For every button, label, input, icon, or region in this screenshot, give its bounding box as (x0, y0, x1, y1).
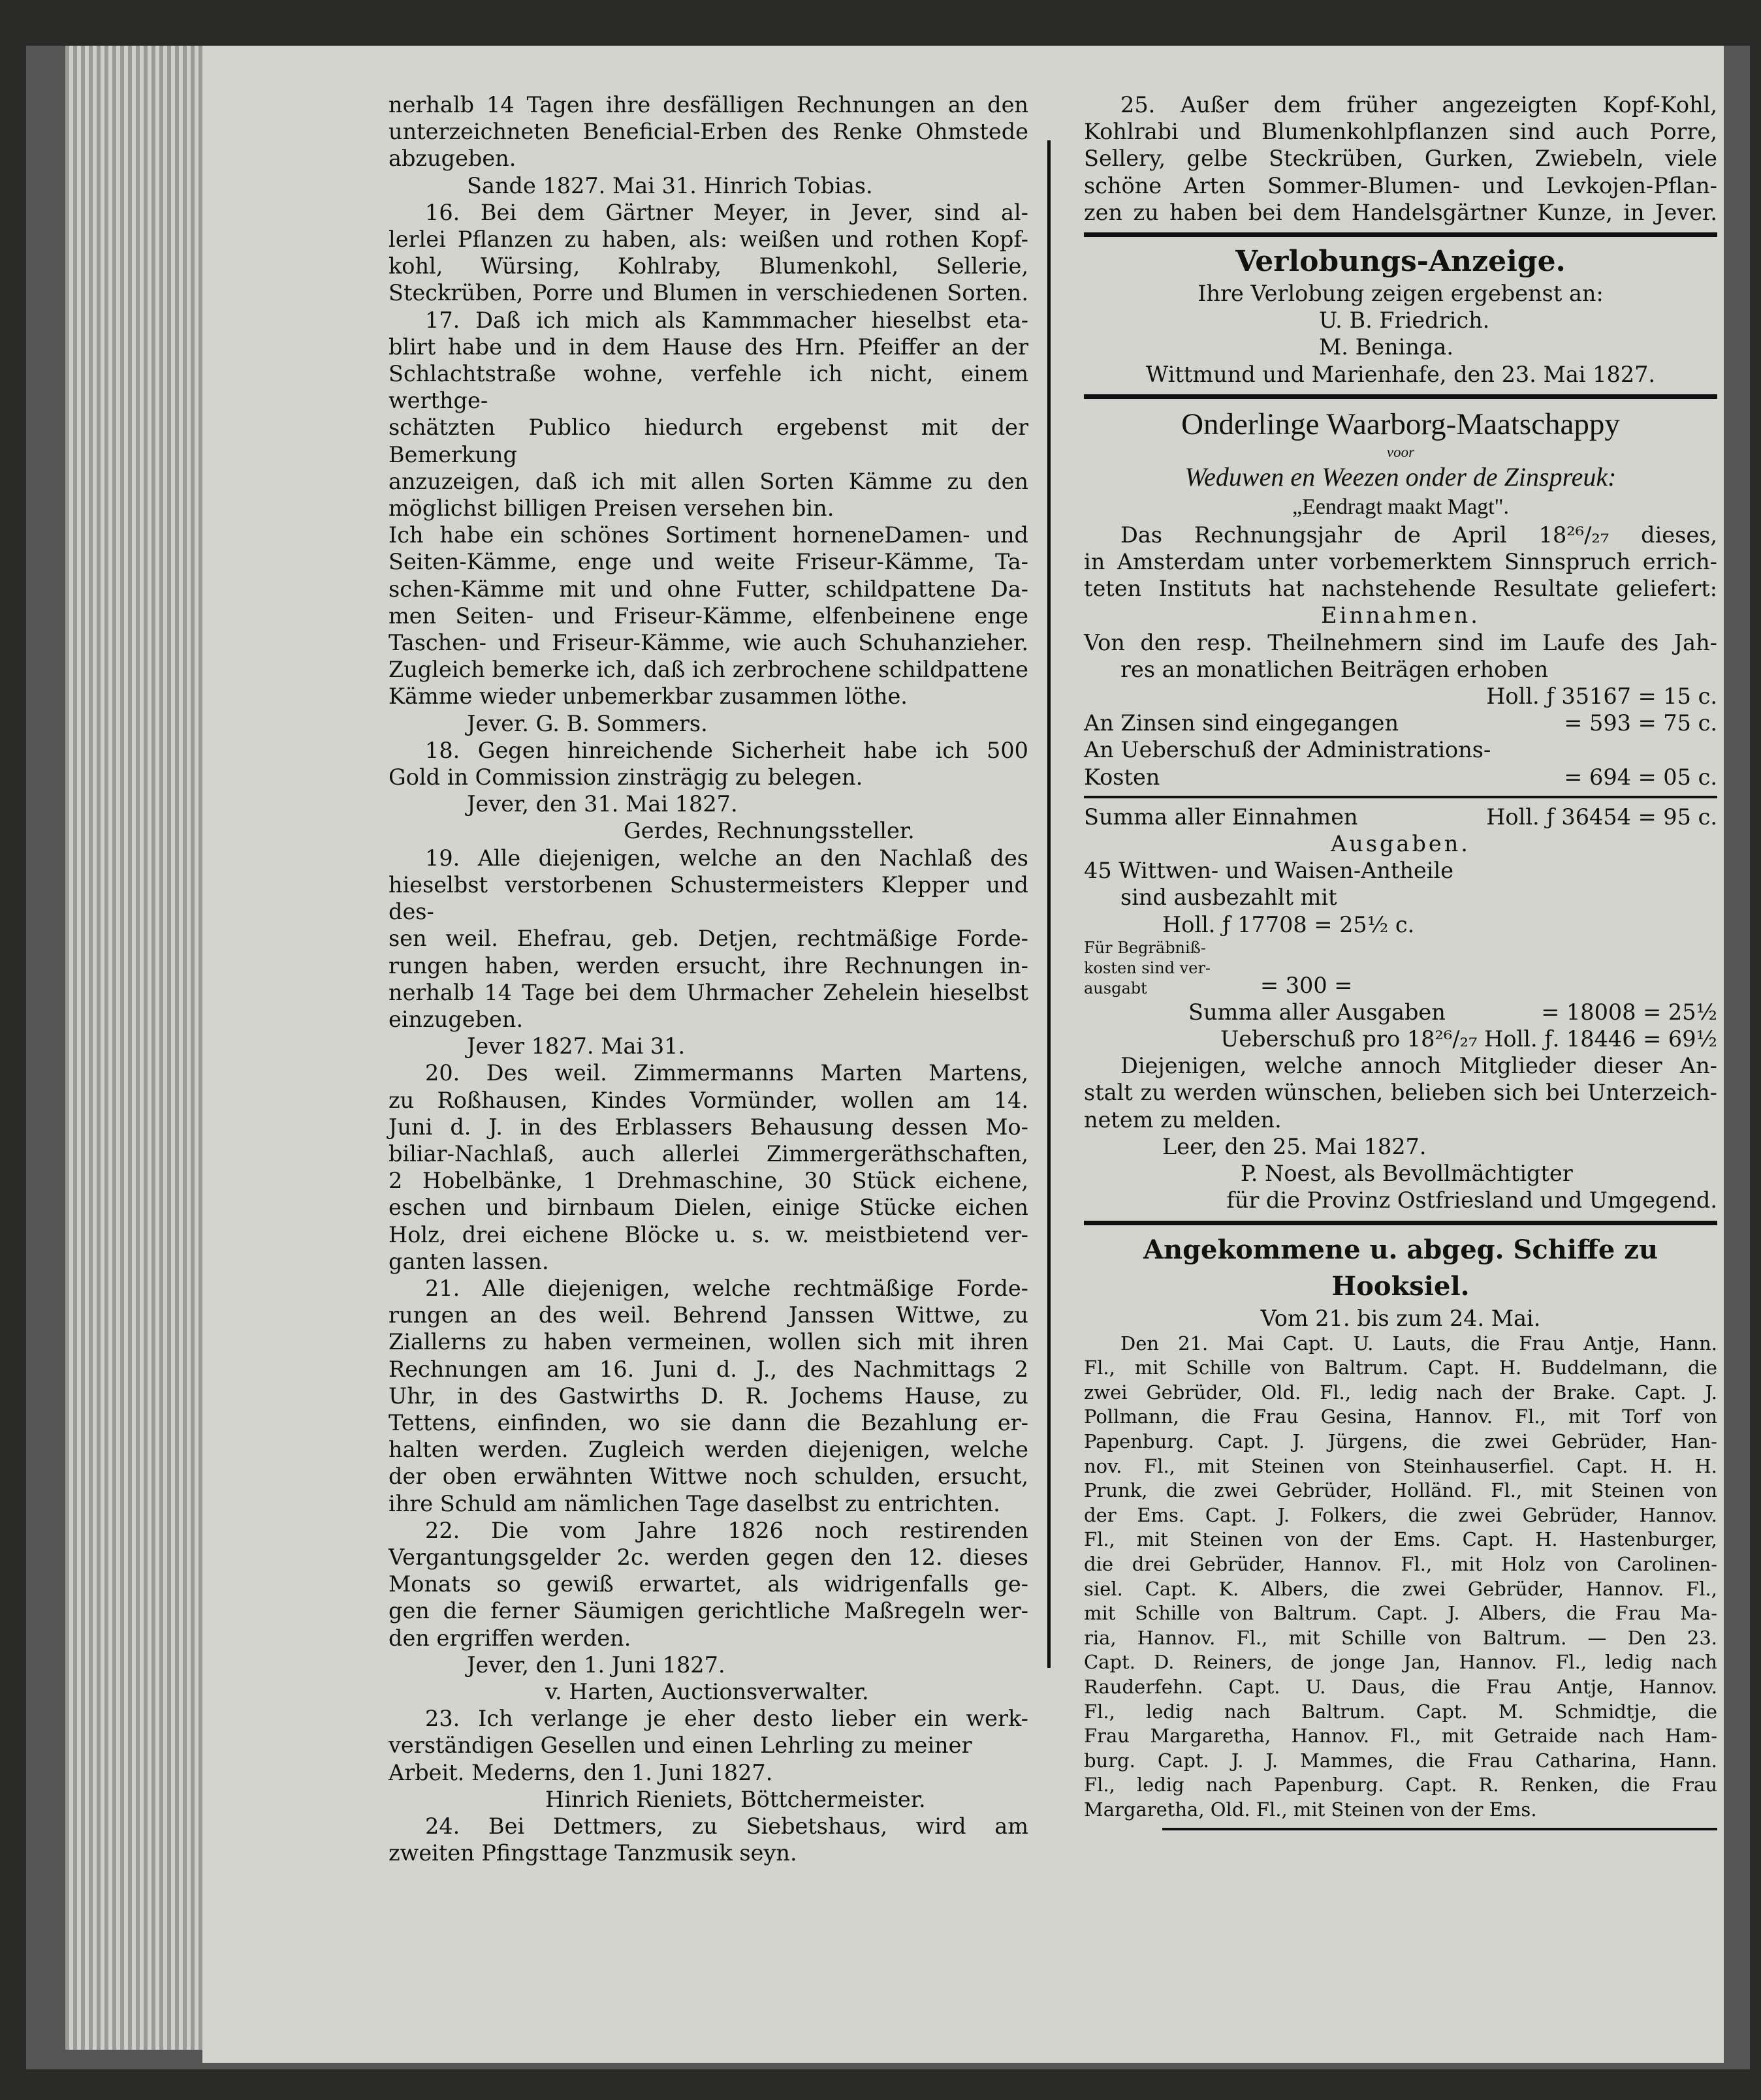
text-line: Jever, den 1. Juni 1827. (467, 1652, 725, 1678)
row-label: Summa aller Ausgaben (1188, 999, 1446, 1025)
ausgaben-heading: Ausgaben. (1331, 831, 1470, 857)
maatschappy-voor: voor (1386, 443, 1415, 460)
text-line: zweiten Pfingsttage Tanzmusik seyn. (389, 1840, 797, 1866)
text-line: einzugeben. (389, 1006, 524, 1032)
text-line: unterzeichneten Beneficial-Erben des Renke Ohmstede (389, 119, 1028, 145)
text-line: Arbeit. Mederns, den 1. Juni 1827. (389, 1759, 773, 1785)
text-line: Fl., ledig nach Papenburg. Capt. R. Renken, die Frau (1084, 1774, 1717, 1796)
row-admin-surplus (1084, 764, 1717, 791)
text-line: rungen an des weil. Behrend Janssen Wittwe, zu (389, 1302, 1028, 1328)
text-line: Von den resp. Theilnehmern sind im Laufe des Jah- (1084, 629, 1717, 655)
verlobung-place-date: Wittmund und Marienhafe, den 23. Mai 1827. (1145, 361, 1656, 387)
maatschappy-place-date: Leer, den 25. Mai 1827. (1162, 1133, 1427, 1159)
text-line: Sande 1827. Mai 31. Hinrich Tobias. (467, 172, 873, 198)
text-line: Sellery, gelbe Steckrüben, Gurken, Zwiebeln, viele (1084, 146, 1717, 172)
text-line: 21. Alle diejenigen, welche rechtmäßige Forde- (425, 1275, 1028, 1301)
text-line: Tettens, einfinden, wo sie dann die Bezahlung er- (389, 1409, 1028, 1435)
text-line: Rechnungen am 16. Juni d. J., des Nachmittags 2 (389, 1356, 1028, 1382)
text-line: nerhalb 14 Tagen ihre desfälligen Rechnungen an den (389, 92, 1028, 118)
text-line: mit Schille von Baltrum. Capt. J. Albers, die Frau Ma- (1084, 1602, 1717, 1625)
text-line: biliar-Nachlaß, auch allerlei Zimmergeräthschaften, (389, 1140, 1028, 1167)
text-line: res an monatlichen Beiträgen erhoben (1120, 656, 1549, 682)
row-expense-sum (1084, 999, 1717, 1026)
text-line: sind ausbezahlt mit (1120, 885, 1337, 911)
maatschappy-subtitle: Weduwen en Weezen onder de Zinspreuk: (1184, 462, 1617, 492)
maatschappy-heading: Onderlinge Waarborg-Maatschappy (1181, 407, 1620, 441)
row-amount: = 694 = 05 c. (1564, 764, 1717, 790)
text-line: teten Instituts hat nachstehende Resultate geliefert: (1084, 576, 1717, 602)
text-line: lerlei Pflanzen zu haben, als: weißen und rothen Kopf- (389, 227, 1028, 253)
text-line: 18. Gegen hinreichende Sicherheit habe ich 500 (425, 737, 1028, 763)
surplus-line: Ueberschuß pro 18²⁶/₂₇ Holl. ƒ. 18446 = 69½ (1220, 1026, 1717, 1052)
section-rule (1084, 394, 1717, 399)
text-line: 24. Bei Dettmers, zu Siebetshaus, wird am (425, 1813, 1028, 1839)
text-line: Jever. G. B. Sommers. (467, 710, 708, 736)
text-line: Juni d. J. in des Erblassers Behausung dessen Mo- (389, 1114, 1028, 1140)
row-amount: Holl. ƒ 36454 = 95 c. (1486, 804, 1717, 830)
text-line: 2 Hobelbänke, 1 Drehmaschine, 30 Stück eichene, (389, 1168, 1028, 1194)
page-stack-edges (65, 46, 215, 2050)
section-rule (1084, 1221, 1717, 1225)
text-line: Fl., ledig nach Baltrum. Capt. M. Schmidtje, die (1084, 1700, 1717, 1723)
ships-heading: Angekommene u. abgeg. Schiffe zu Hooksiel. (1143, 1234, 1658, 1302)
text-line: Capt. D. Reiners, de jonge Jan, Hannov. Fl., ledig nach (1084, 1651, 1717, 1674)
row-income-sum (1084, 804, 1717, 830)
text-line: Taschen- und Friseur-Kämme, wie auch Schuhanzieher. (389, 630, 1028, 656)
maatschappy-notice (1084, 405, 1717, 1214)
text-line: Gerdes, Rechnungssteller. (624, 818, 915, 844)
text-line: ausgabt (1084, 979, 1147, 997)
text-line: möglichst billigen Preisen versehen bin. (389, 495, 834, 522)
text-line: Uhr, in des Gastwirths D. R. Jochems Hause, zu (389, 1383, 1028, 1409)
text-line: 19. Alle diejenigen, welche an den Nachlaß des (425, 845, 1028, 871)
text-line: ganten lassen. (389, 1248, 549, 1274)
text-line: Den 21. Mai Capt. U. Lauts, die Frau Antje, Hann. (1120, 1332, 1717, 1355)
text-line: Frau Margaretha, Hannov. Fl., mit Getraide nach Ham- (1084, 1725, 1717, 1747)
text-line: Schlachtstraße wohne, verfehle ich nicht, einem werthge- (389, 361, 1028, 414)
text-line: Margaretha, Old. Fl., mit Steinen von der Ems. (1084, 1798, 1537, 1821)
row-label: Kosten (1084, 764, 1160, 790)
text-line: kosten sind ver- (1084, 958, 1211, 977)
text-line: 20. Des weil. Zimmermanns Marten Martens, (425, 1060, 1028, 1086)
text-line: Diejenigen, welche annoch Mitglieder dieser An- (1120, 1053, 1717, 1079)
text-line: Kämme wieder unbemerkbar zusammen löthe. (389, 683, 908, 710)
row-amount: = 18008 = 25½ (1541, 999, 1717, 1025)
text-line: Holz, drei eichene Blöcke u. s. w. meistbietend ver- (389, 1221, 1028, 1247)
row-burial (1084, 938, 1717, 999)
text-line: Ziallerns zu haben vermeinen, wollen sich mit ihren (389, 1329, 1028, 1355)
text-line: Kohlrabi und Blumenkohlpflanzen sind auch Porre, (1084, 119, 1717, 145)
text-line: der oben erwähnten Wittwe noch schulden, ersucht, (389, 1464, 1028, 1490)
text-line: Prunk, die zwei Gebrüder, Holländ. Fl., mit Steinen von (1084, 1479, 1717, 1502)
text-line: sen weil. Ehefrau, geb. Detjen, rechtmäßige Forde- (389, 926, 1028, 952)
section-rule (1084, 232, 1717, 237)
row-amount: = 300 = (1260, 972, 1353, 998)
text-line: v. Harten, Auctionsverwalter. (545, 1678, 869, 1704)
text-line: Jever 1827. Mai 31. (467, 1033, 686, 1059)
ships-notice (1084, 1232, 1717, 1823)
ships-list (1084, 1332, 1717, 1823)
text-line: Gold in Commission zinsträgig zu belegen. (389, 764, 863, 791)
text-line: An Ueberschuß der Administrations- (1084, 737, 1491, 763)
text-line: 45 Wittwen- und Waisen-Antheile (1084, 858, 1454, 884)
column-divider (1047, 140, 1051, 1668)
text-line: verständigen Gesellen und einen Lehrling zu meiner (389, 1732, 972, 1759)
text-line: den ergriffen werden. (389, 1625, 631, 1651)
text-line: halten werden. Zugleich werden diejenigen, welche (389, 1437, 1028, 1463)
text-line: Für Begräbniß- (1084, 938, 1206, 957)
text-line: Vergantungsgelder 2c. werden gegen den 12. dieses (389, 1544, 1028, 1570)
text-line: Monats so gewiß erwartet, als widrigenfalls ge- (389, 1571, 1028, 1597)
text-line: men Seiten- und Friseur-Kämme, elfenbeinene enge (389, 603, 1028, 629)
row-amount: = 593 = 75 c. (1564, 710, 1717, 736)
verlobung-name-2: M. Beninga. (1319, 334, 1453, 360)
text-line: 22. Die vom Jahre 1826 noch restirenden (425, 1517, 1028, 1543)
maatschappy-signature: P. Noest, als Bevollmächtigter (1241, 1161, 1573, 1187)
text-line: siel. Capt. K. Albers, die zwei Gebrüder, Hannov. Fl., (1084, 1577, 1717, 1600)
text-line: netem zu melden. (1084, 1106, 1282, 1133)
text-line: zen zu haben bei dem Handelsgärtner Kunze, in Jever. (1084, 199, 1717, 225)
maatschappy-motto: „Eendragt maakt Magt". (1292, 494, 1510, 519)
text-line: Papenburg. Capt. J. Jürgens, die zwei Gebrüder, Han- (1084, 1430, 1717, 1453)
text-line: stalt zu werden wünschen, belieben sich bei Unterzeich- (1084, 1080, 1717, 1106)
text-line: schen-Kämme mit und ohne Futter, schildpattene Da- (389, 576, 1028, 602)
text-line: ihre Schuld am nämlichen Tage daselbst zu entrichten. (389, 1490, 1000, 1516)
text-line: 16. Bei dem Gärtner Meyer, in Jever, sind al- (425, 199, 1028, 225)
text-line: nerhalb 14 Tage bei dem Uhrmacher Zehelein hieselbst (389, 979, 1028, 1005)
text-line: gen die ferner Säumigen gerichtliche Maßregeln wer- (389, 1598, 1028, 1624)
text-line: anzuzeigen, daß ich mit allen Sorten Kämme zu den (389, 468, 1028, 494)
burial-label (1084, 938, 1260, 999)
verlobung-intro: Ihre Verlobung zeigen ergebenst an: (1198, 281, 1604, 307)
text-line: abzugeben. (389, 146, 516, 172)
text-line: der Ems. Capt. J. Folkers, die zwei Gebrüder, Hannov. (1084, 1503, 1717, 1526)
right-column (1084, 91, 1717, 1836)
text-line: 25. Außer dem früher angezeigten Kopf-Kohl, (1120, 92, 1717, 118)
text-line: blirt habe und in dem Hause des Hrn. Pfeiffer an der (389, 334, 1028, 360)
text-line: Steckrüben, Porre und Blumen in verschiedenen Sorten. (389, 280, 1028, 306)
text-line: Pollmann, die Frau Gesina, Hannov. Fl., mit Torf von (1084, 1405, 1717, 1428)
text-line: Fl., mit Steinen von der Ems. Capt. H. Hastenburger, (1084, 1528, 1717, 1551)
left-column (389, 91, 1028, 1866)
einnahmen-heading: Einnahmen. (1321, 603, 1480, 629)
verlobung-notice (1084, 243, 1717, 388)
text-line: die drei Gebrüder, Hannov. Fl., mit Holz von Carolinen- (1084, 1553, 1717, 1576)
text-line: Ich habe ein schönes Sortiment horneneDamen- und (389, 522, 1028, 548)
row-interest (1084, 710, 1717, 736)
text-line: hieselbst verstorbenen Schustermeisters Klepper und des- (389, 871, 1028, 925)
row-label: Summa aller Einnahmen (1084, 804, 1358, 830)
text-line: 17. Daß ich mich als Kammmacher hieselbst eta- (425, 307, 1028, 333)
text-line: kohl, Würsing, Kohlraby, Blumenkohl, Sellerie, (389, 253, 1028, 279)
end-rule (1162, 1828, 1717, 1830)
text-line: Zugleich bemerke ich, daß ich zerbrochene schildpattene (389, 657, 1028, 683)
text-line: Seiten-Kämme, enge und weite Friseur-Kämme, Ta- (389, 549, 1028, 575)
maatschappy-signature-2: für die Provinz Ostfriesland und Umgegend. (1226, 1187, 1717, 1214)
amount-shares: Holl. ƒ 17708 = 25½ c. (1162, 911, 1415, 937)
text-line: eschen und birnbaum Dielen, einige Stücke eichen (389, 1195, 1028, 1221)
verlobung-heading: Verlobungs-Anzeige. (1235, 245, 1566, 279)
text-line: schätzten Publico hiedurch ergebenst mit der Bemerkung (389, 415, 1028, 467)
amount-contributions: Holl. ƒ 35167 = 15 c. (1486, 683, 1717, 710)
text-line: in Amsterdam unter vorbemerktem Sinnspruch errich- (1084, 549, 1717, 575)
text-line: Hinrich Rieniets, Böttchermeister. (545, 1786, 926, 1812)
text-line: zu Roßhausen, Kindes Vormünder, wollen am 14. (389, 1087, 1028, 1113)
row-label: An Zinsen sind eingegangen (1084, 710, 1399, 736)
ships-subheading: Vom 21. bis zum 24. Mai. (1260, 1305, 1541, 1331)
verlobung-name-1: U. B. Friedrich. (1319, 307, 1490, 334)
text-line: 23. Ich verlange je eher desto lieber ein werk- (425, 1706, 1028, 1732)
text-line: nov. Fl., mit Steinen von Steinhauserfiel. Capt. H. H. (1084, 1454, 1717, 1477)
text-line: rungen haben, werden ersucht, ihre Rechnungen in- (389, 952, 1028, 979)
sum-rule (1084, 796, 1717, 798)
text-line: Fl., mit Schille von Baltrum. Capt. H. Buddelmann, die (1084, 1356, 1717, 1379)
text-line: zwei Gebrüder, Old. Fl., ledig nach der Brake. Capt. J. (1084, 1381, 1717, 1403)
text-line: Rauderfehn. Capt. U. Daus, die Frau Antje, Hannov. (1084, 1676, 1717, 1699)
text-line: burg. Capt. J. J. Mammes, die Frau Catharina, Hann. (1084, 1749, 1717, 1772)
ad-25 (1084, 91, 1717, 226)
text-line: Das Rechnungsjahr de April 18²⁶/₂₇ dieses, (1120, 522, 1717, 548)
text-line: Jever, den 31. Mai 1827. (467, 791, 738, 817)
text-line: ria, Hannov. Fl., mit Schille von Baltrum. — Den 23. (1084, 1626, 1717, 1649)
text-line: schöne Arten Sommer-Blumen- und Levkojen-Pflan- (1084, 172, 1717, 198)
